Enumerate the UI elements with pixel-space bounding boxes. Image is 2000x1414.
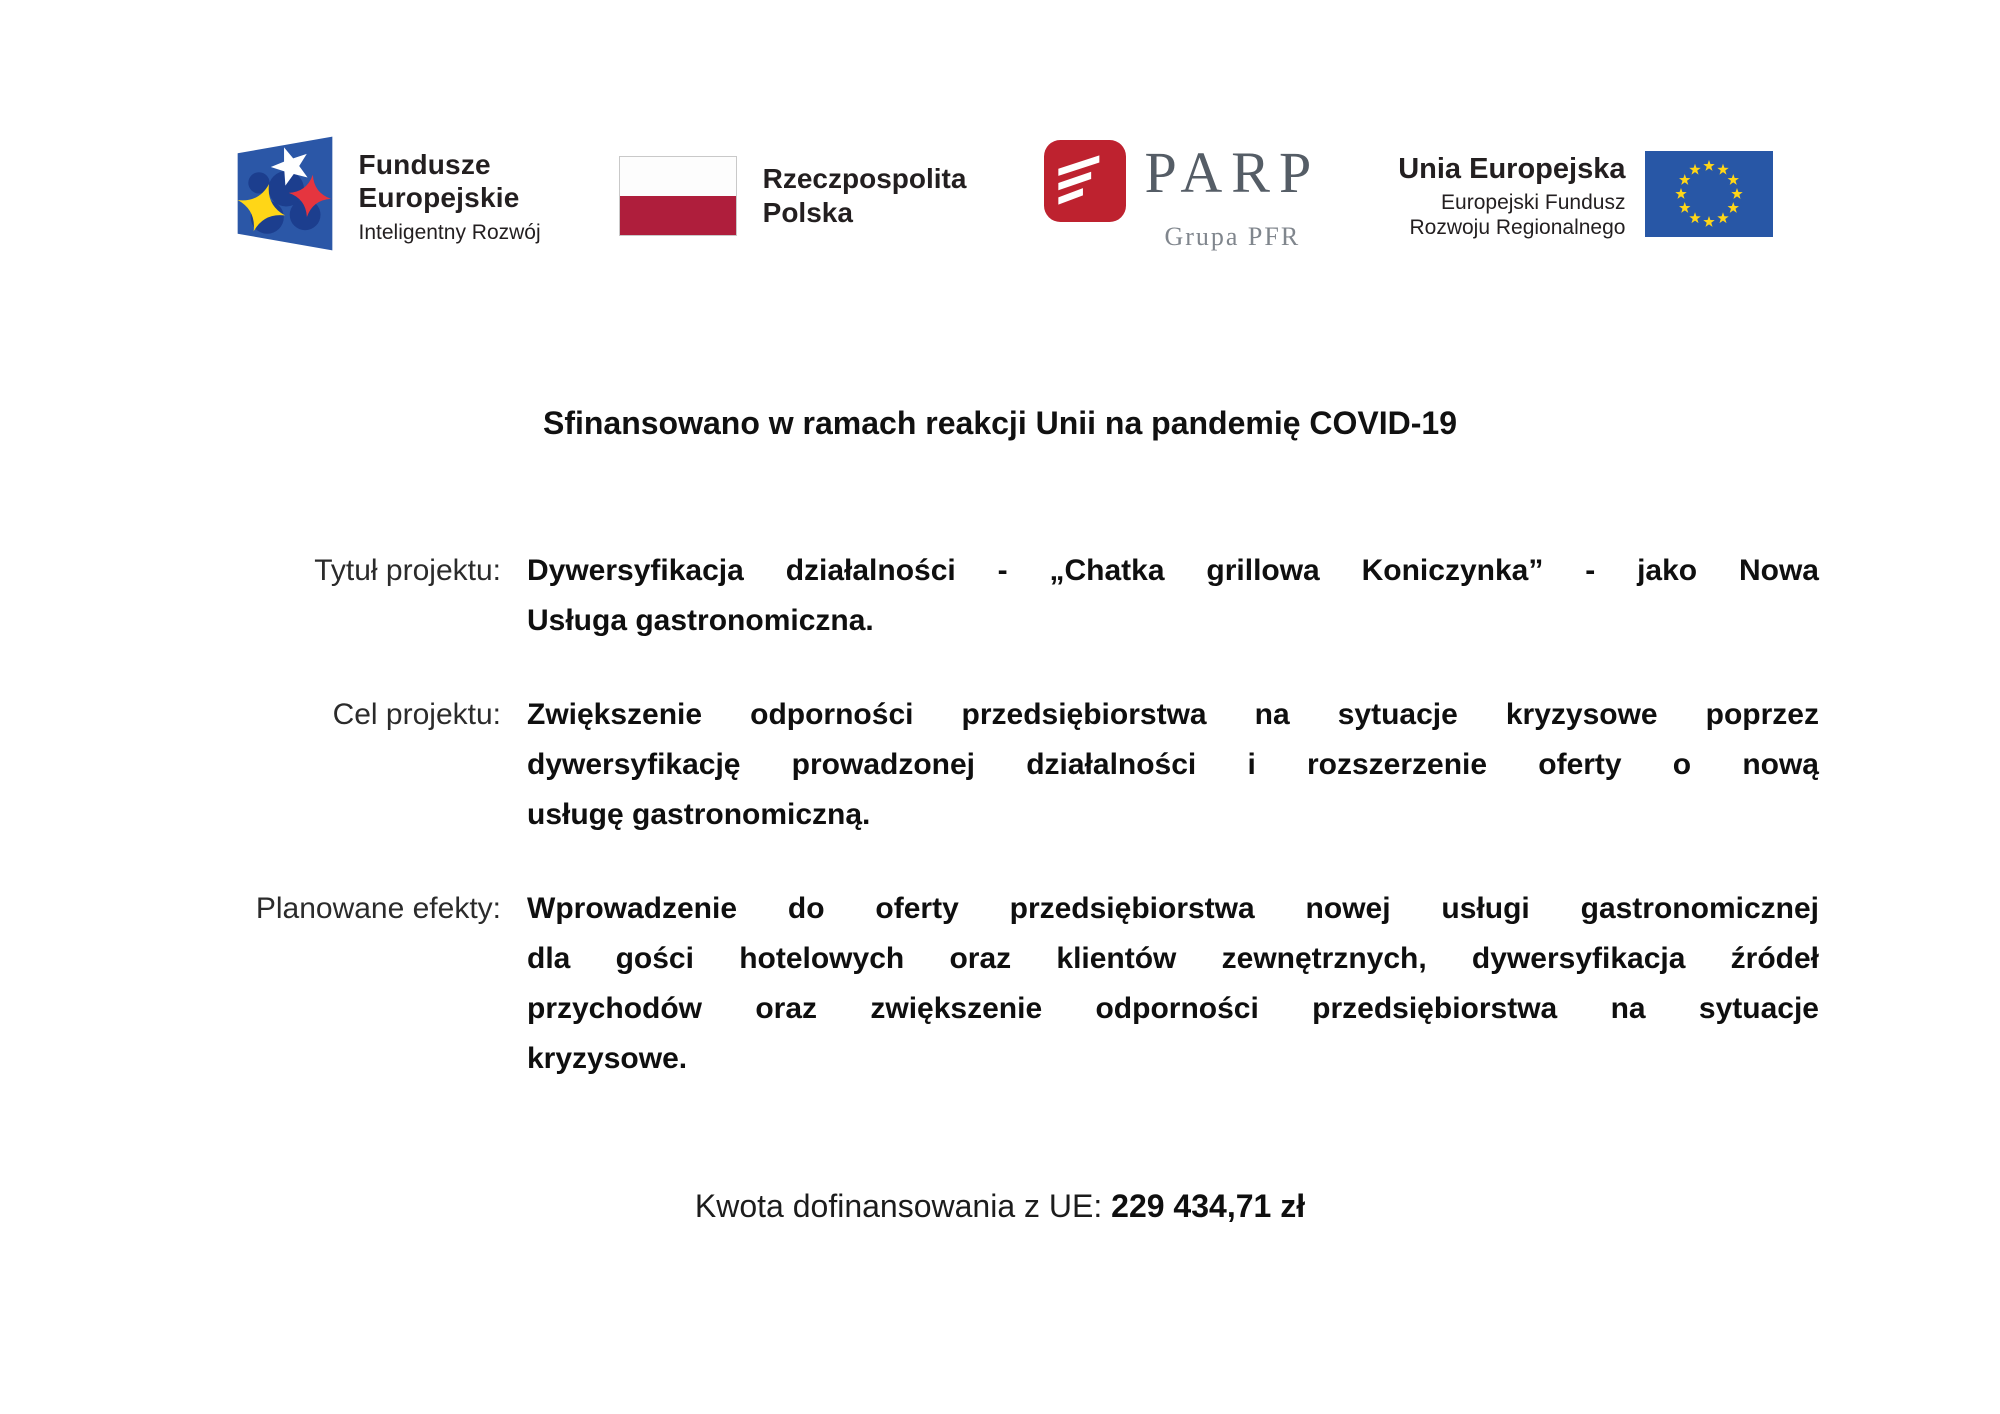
text-line: dla gości hotelowych oraz klientów zewnętrznych, dywersyfikacja źródeł bbox=[527, 942, 1819, 975]
section-label: Planowane efekty: bbox=[255, 892, 501, 925]
logo-strip bbox=[0, 0, 2000, 259]
page-title: Sfinansowano w ramach reakcji Unii na pandemię COVID-19 bbox=[542, 405, 1458, 441]
eu-funds-stars-flag-icon bbox=[227, 133, 343, 259]
section-label: Tytuł projektu: bbox=[314, 554, 501, 587]
fundusze-title-line1: Fundusze bbox=[358, 148, 491, 180]
poland-flag-icon bbox=[619, 156, 737, 236]
parp-stripes-icon bbox=[1044, 140, 1126, 227]
unia-europejska-text bbox=[1398, 153, 1625, 240]
section-label: Cel projektu: bbox=[332, 698, 501, 731]
polska-text bbox=[763, 162, 967, 230]
funding-label: Kwota dofinansowania z UE: bbox=[694, 1188, 1112, 1224]
text-line: Zwiększenie odporności przedsiębiorstwa na sytuacje kryzysowe poprzez bbox=[527, 698, 1819, 731]
logo-parp bbox=[1044, 140, 1320, 252]
parp-text bbox=[1144, 140, 1320, 252]
section-cel-projektu bbox=[181, 690, 1911, 840]
eu-flag-icon bbox=[1645, 151, 1773, 242]
fundusze-subtitle: Inteligentny Rozwój bbox=[358, 220, 541, 244]
logo-unia-europejska bbox=[1398, 151, 1773, 242]
text-line: dywersyfikację prowadzonej działalności i rozszerzenie oferty o nową bbox=[527, 748, 1819, 781]
parp-group: Grupa PFR bbox=[1164, 222, 1301, 251]
fundusze-europejskie-text bbox=[359, 148, 541, 245]
text-line: usługę gastronomiczną. bbox=[527, 798, 871, 831]
logo-rzeczpospolita-polska bbox=[619, 156, 967, 236]
funding-amount: 229 434,71 zł bbox=[1111, 1188, 1306, 1224]
text-line: Wprowadzenie do oferty przedsiębiorstwa nowej usługi gastronomicznej bbox=[527, 892, 1819, 925]
text-line: Dywersyfikacja działalności - „Chatka grillowa Koniczynka” - jako Nowa bbox=[527, 554, 1819, 587]
logo-fundusze-europejskie bbox=[227, 133, 541, 259]
section-tytul-projektu bbox=[181, 546, 1911, 646]
parp-name: PARP bbox=[1144, 140, 1321, 205]
project-info bbox=[89, 546, 1911, 1084]
text-line: przychodów oraz zwiększenie odporności przedsiębiorstwa na sytuacje bbox=[527, 992, 1819, 1025]
polska-line1: Rzeczpospolita bbox=[762, 163, 967, 194]
text-line: kryzysowe. bbox=[527, 1042, 688, 1075]
section-text bbox=[527, 690, 1819, 840]
section-text bbox=[527, 546, 1819, 646]
fundusze-title-line2: Europejskie bbox=[358, 181, 520, 213]
text-line: Usługa gastronomiczna. bbox=[527, 604, 874, 637]
funding-amount-line bbox=[0, 1188, 2000, 1225]
unia-subtitle-line1: Europejski Fundusz bbox=[1441, 190, 1626, 214]
unia-subtitle-line2: Rozwoju Regionalnego bbox=[1409, 215, 1626, 239]
section-text bbox=[527, 884, 1819, 1084]
polska-line2: Polska bbox=[762, 197, 853, 228]
unia-title: Unia Europejska bbox=[1398, 152, 1626, 185]
section-planowane-efekty bbox=[181, 884, 1911, 1084]
